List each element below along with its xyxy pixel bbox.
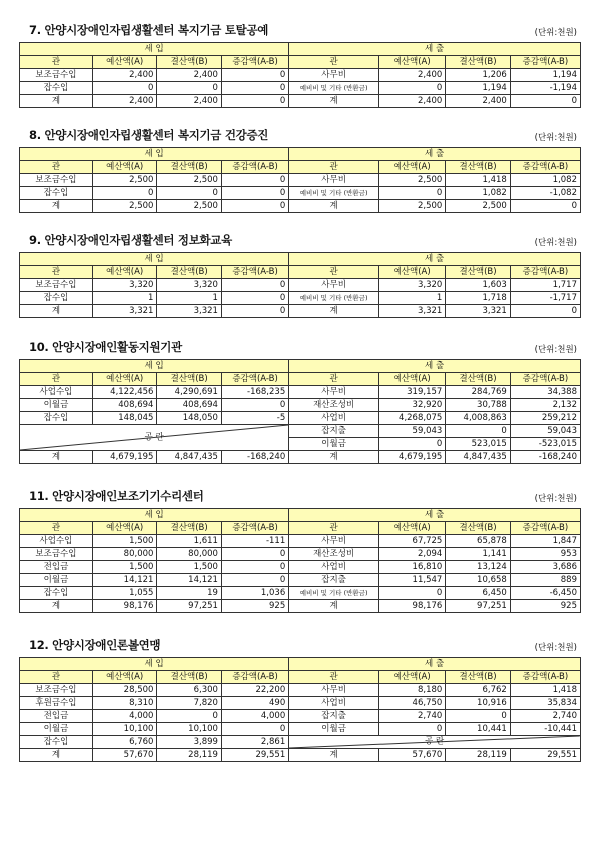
col-settle: 결산액(B) <box>157 266 222 279</box>
col-settle: 결산액(B) <box>157 522 222 535</box>
unit-label: (단위:천원) <box>534 238 577 248</box>
table-total-row: 계 4,679,195 4,847,435 -168,240 계 4,679,195 4,847,435 -168,240 <box>20 451 581 464</box>
unit-label: (단위:천원) <box>534 28 577 38</box>
col-diff: 증감액(A-B) <box>221 266 288 279</box>
table-row: 이월금 408,694 408,694 0 재산조성비 32,920 30,788 2,132 <box>20 399 581 412</box>
budget-table <box>19 657 581 762</box>
income-header: 세 입 <box>20 509 289 522</box>
col-budget: 예산액(A) <box>378 522 445 535</box>
budget-table <box>19 42 581 108</box>
budget-table <box>19 252 581 318</box>
section-8 <box>19 127 581 213</box>
empty-cell <box>289 736 581 749</box>
col-diff: 증감액(A-B) <box>510 373 580 386</box>
income-header: 세 입 <box>20 658 289 671</box>
section-title: 11. 안양시장애인보조기기수리센터 <box>29 489 204 503</box>
col-diff: 증감액(A-B) <box>510 522 580 535</box>
expense-header: 세 출 <box>289 148 581 161</box>
section-title: 9. 안양시장애인자립생활센터 정보화교육 <box>29 233 232 247</box>
col-item: 관 <box>20 373 93 386</box>
col-item: 관 <box>20 161 93 174</box>
col-settle: 결산액(B) <box>157 671 222 684</box>
col-settle: 결산액(B) <box>157 56 222 69</box>
section-12 <box>19 637 581 762</box>
col-diff: 증감액(A-B) <box>510 671 580 684</box>
table-total-row: 계 98,176 97,251 925 계 98,176 97,251 925 <box>20 600 581 613</box>
col-diff: 증감액(A-B) <box>510 161 580 174</box>
section-10 <box>19 339 581 464</box>
empty-cell <box>20 425 289 451</box>
income-header: 세 입 <box>20 43 289 56</box>
table-row: 잡수입 148,045 148,050 -5 사업비 4,268,075 4,008,863 259,212 <box>20 412 581 425</box>
table-row: 전입금 1,500 1,500 0 사업비 16,810 13,124 3,686 <box>20 561 581 574</box>
col-settle: 결산액(B) <box>157 161 222 174</box>
col-budget: 예산액(A) <box>92 266 157 279</box>
col-item: 관 <box>20 266 93 279</box>
table-row: 이월금 0 523,015 -523,015 <box>20 438 581 451</box>
col-item: 관 <box>289 266 379 279</box>
table-row: 잡수입 1,055 19 1,036 예비비 및 기타 (반환금) 0 6,450 -6,450 <box>20 587 581 600</box>
section-11 <box>19 488 581 613</box>
table-row: 전입금 4,000 0 4,000 잡지출 2,740 0 2,740 <box>20 710 581 723</box>
expense-header: 세 출 <box>289 43 581 56</box>
col-diff: 증감액(A-B) <box>221 56 288 69</box>
col-budget: 예산액(A) <box>92 522 157 535</box>
table-row: 잡수입 0 0 0 예비비 및 기타 (반환금) 0 1,194 -1,194 <box>20 82 581 95</box>
table-row: 보조금수입 3,320 3,320 0 사무비 3,320 1,603 1,717 <box>20 279 581 292</box>
table-row: 이월금 14,121 14,121 0 잡지출 11,547 10,658 889 <box>20 574 581 587</box>
col-item: 관 <box>20 671 93 684</box>
col-item: 관 <box>289 671 379 684</box>
table-row: 이월금 10,100 10,100 0 이월금 0 10,441 -10,441 <box>20 723 581 736</box>
income-header: 세 입 <box>20 148 289 161</box>
table-row: 공 란 잡지출 59,043 0 59,043 <box>20 425 581 438</box>
budget-table <box>19 359 581 464</box>
col-settle: 결산액(B) <box>446 522 511 535</box>
col-settle: 결산액(B) <box>446 373 511 386</box>
col-settle: 결산액(B) <box>446 56 511 69</box>
col-item: 관 <box>289 161 379 174</box>
table-row: 후원금수입 8,310 7,820 490 사업비 46,750 10,916 35,834 <box>20 697 581 710</box>
col-budget: 예산액(A) <box>92 671 157 684</box>
section-title: 12. 안양시장애인론볼연맹 <box>29 638 161 652</box>
budget-table <box>19 508 581 613</box>
table-row: 사업수입 1,500 1,611 -111 사무비 67,725 65,878 1,847 <box>20 535 581 548</box>
table-row: 잡수입 0 0 0 예비비 및 기타 (반환금) 0 1,082 -1,082 <box>20 187 581 200</box>
col-diff: 증감액(A-B) <box>221 373 288 386</box>
table-total-row: 계 2,400 2,400 0 계 2,400 2,400 0 <box>20 95 581 108</box>
col-item: 관 <box>289 56 379 69</box>
col-diff: 증감액(A-B) <box>221 522 288 535</box>
income-header: 세 입 <box>20 360 289 373</box>
col-settle: 결산액(B) <box>446 161 511 174</box>
col-diff: 증감액(A-B) <box>221 161 288 174</box>
col-diff: 증감액(A-B) <box>510 266 580 279</box>
section-title: 10. 안양시장애인활동지원기관 <box>29 340 182 354</box>
table-row: 보조금수입 80,000 80,000 0 재산조성비 2,094 1,141 953 <box>20 548 581 561</box>
col-item: 관 <box>289 522 379 535</box>
unit-label: (단위:천원) <box>534 643 577 653</box>
col-settle: 결산액(B) <box>446 671 511 684</box>
empty-label: 공 란 <box>144 432 164 442</box>
col-budget: 예산액(A) <box>92 373 157 386</box>
expense-header: 세 출 <box>289 658 581 671</box>
table-row: 사업수입 4,122,456 4,290,691 -168,235 사무비 319,157 284,769 34,388 <box>20 386 581 399</box>
col-budget: 예산액(A) <box>378 373 445 386</box>
col-settle: 결산액(B) <box>446 266 511 279</box>
table-row: 보조금수입 2,400 2,400 0 사무비 2,400 1,206 1,194 <box>20 69 581 82</box>
table-total-row: 계 3,321 3,321 0 계 3,321 3,321 0 <box>20 305 581 318</box>
table-row: 보조금수입 28,500 6,300 22,200 사무비 8,180 6,762 1,418 <box>20 684 581 697</box>
expense-header: 세 출 <box>289 360 581 373</box>
col-budget: 예산액(A) <box>92 56 157 69</box>
col-item: 관 <box>20 56 93 69</box>
budget-table <box>19 147 581 213</box>
empty-label: 공 란 <box>425 736 445 747</box>
expense-header: 세 출 <box>289 253 581 266</box>
col-diff: 증감액(A-B) <box>221 671 288 684</box>
income-header: 세 입 <box>20 253 289 266</box>
table-row: 보조금수입 2,500 2,500 0 사무비 2,500 1,418 1,082 <box>20 174 581 187</box>
col-item: 관 <box>289 373 379 386</box>
col-settle: 결산액(B) <box>157 373 222 386</box>
table-row: 잡수입 6,760 3,899 2,861 공 란 <box>20 736 581 749</box>
expense-header: 세 출 <box>289 509 581 522</box>
col-budget: 예산액(A) <box>378 671 445 684</box>
col-budget: 예산액(A) <box>378 161 445 174</box>
col-diff: 증감액(A-B) <box>510 56 580 69</box>
section-title: 7. 안양시장애인자립생활센터 복지기금 토탈공예 <box>29 23 269 37</box>
col-item: 관 <box>20 522 93 535</box>
section-9 <box>19 232 581 318</box>
section-title: 8. 안양시장애인자립생활센터 복지기금 건강증진 <box>29 128 269 142</box>
unit-label: (단위:천원) <box>534 345 577 355</box>
col-budget: 예산액(A) <box>92 161 157 174</box>
table-total-row: 계 57,670 28,119 29,551 계 57,670 28,119 29,551 <box>20 749 581 762</box>
col-budget: 예산액(A) <box>378 266 445 279</box>
unit-label: (단위:천원) <box>534 494 577 504</box>
table-row: 잡수입 1 1 0 예비비 및 기타 (반환금) 1 1,718 -1,717 <box>20 292 581 305</box>
table-total-row: 계 2,500 2,500 0 계 2,500 2,500 0 <box>20 200 581 213</box>
col-budget: 예산액(A) <box>378 56 445 69</box>
unit-label: (단위:천원) <box>534 133 577 143</box>
section-7 <box>19 22 581 108</box>
